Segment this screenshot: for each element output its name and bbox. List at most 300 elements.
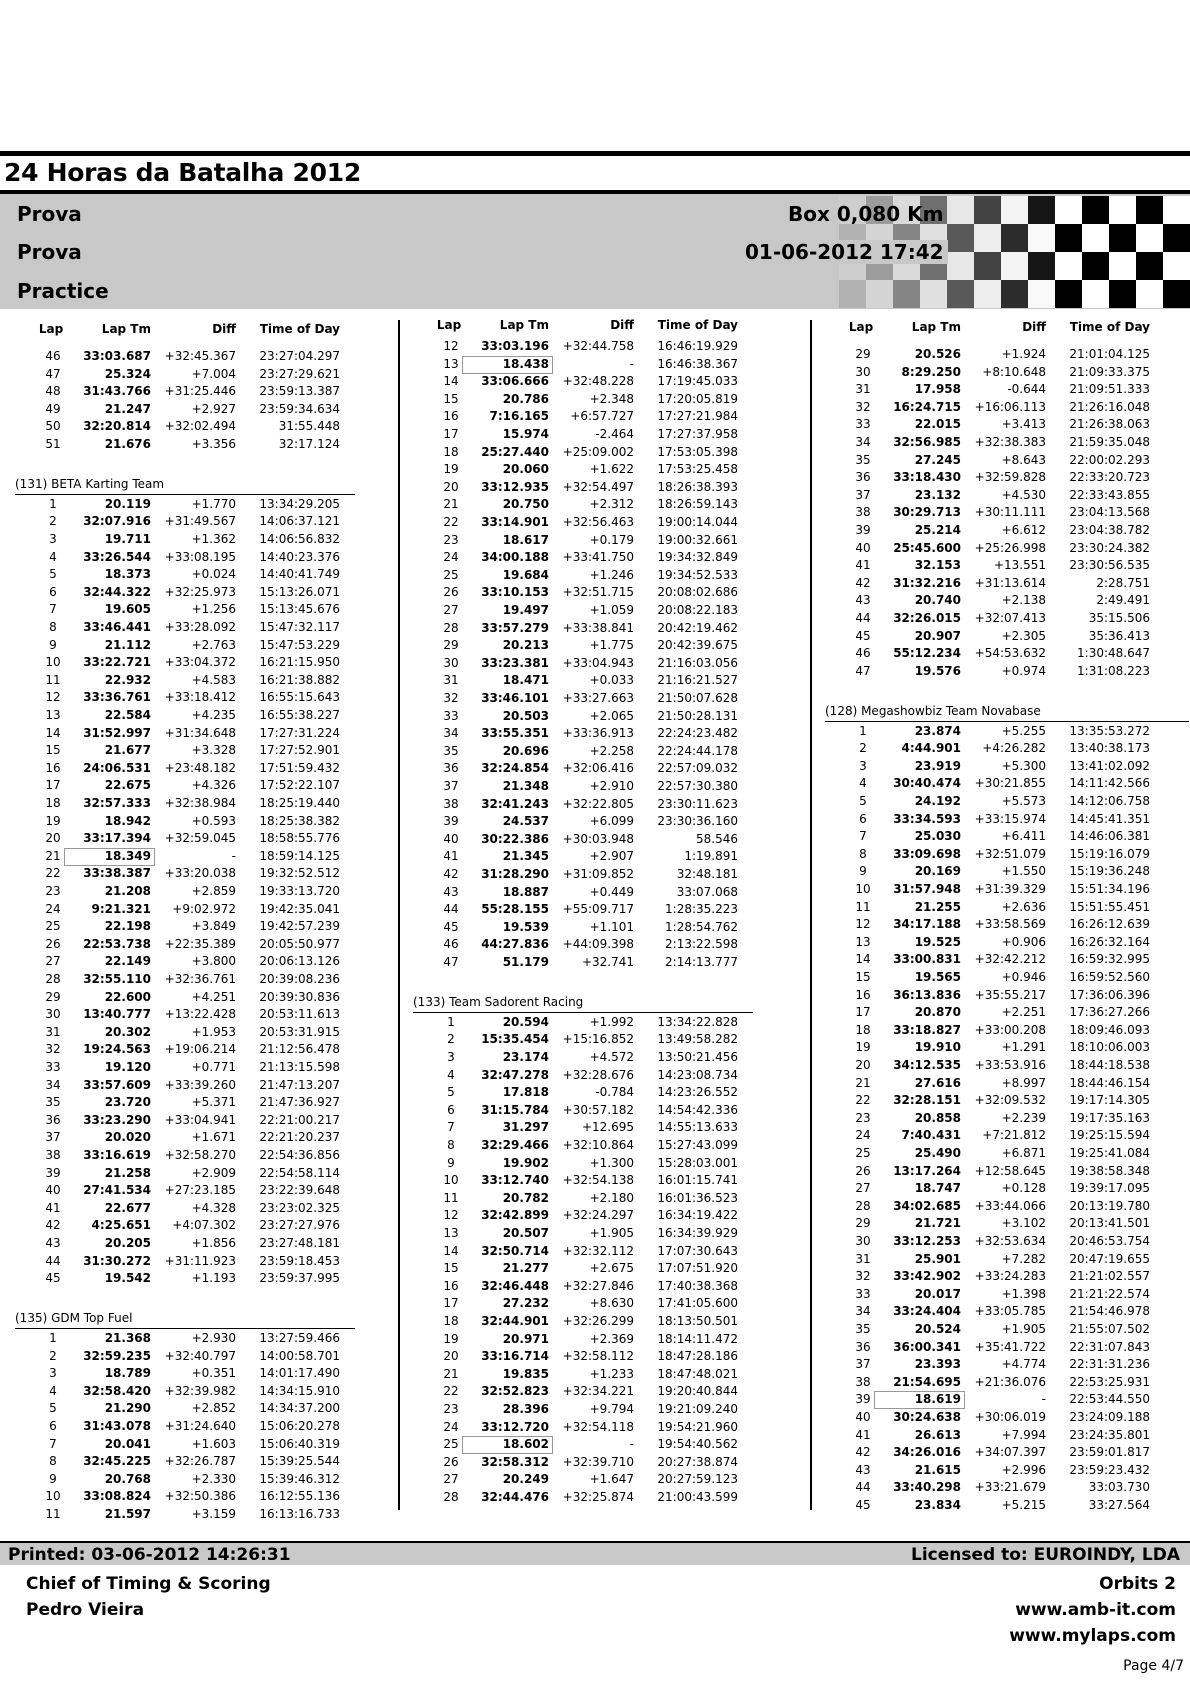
- lap-time: 31:52.997: [83, 725, 151, 740]
- lap-time: 33:12.720: [481, 1419, 549, 1434]
- time-of-day: 17:51:59.432: [259, 760, 340, 775]
- time-of-day: 19:17:35.163: [1069, 1110, 1150, 1125]
- lap-time: 33:38.387: [83, 866, 151, 881]
- lap-diff: +32:54.138: [562, 1173, 634, 1188]
- lap-diff: +13.551: [993, 558, 1046, 573]
- lap-time: 33:57.609: [83, 1077, 151, 1092]
- lap-number: 48: [45, 384, 61, 399]
- lap-diff: +1.770: [191, 496, 236, 511]
- lap-time: 19.120: [104, 1060, 151, 1075]
- lap-diff: +31:34.648: [164, 725, 236, 740]
- lap-diff: +8.630: [589, 1296, 634, 1311]
- lap-number: 37: [443, 779, 459, 793]
- time-of-day: 20:05:50.977: [259, 936, 340, 951]
- lap-diff: +25:09.002: [562, 444, 634, 459]
- lap-time: 55:28.155: [481, 902, 549, 917]
- time-of-day: 15:47:53.229: [259, 637, 340, 652]
- time-of-day: 14:55:13.633: [657, 1120, 738, 1135]
- lap-diff: +8:10.648: [982, 364, 1046, 379]
- time-of-day: 21:50:28.131: [657, 708, 738, 723]
- lap-diff: +4:07.302: [172, 1218, 236, 1233]
- time-of-day: 17:52:22.107: [259, 778, 340, 793]
- lap-time: 25.324: [104, 366, 151, 381]
- lap-diff: +4.572: [589, 1050, 634, 1065]
- time-of-day: 20:53:31.915: [259, 1024, 340, 1039]
- lap-number: 34: [855, 435, 871, 449]
- lap-diff: +2.312: [589, 497, 634, 512]
- lap-diff: +32:42.212: [974, 952, 1046, 967]
- time-of-day: 17:20:05.819: [657, 391, 738, 406]
- lap-number: 16: [855, 987, 871, 1002]
- time-of-day: 15:39:25.544: [259, 1454, 340, 1469]
- time-of-day: 22:00:02.293: [1069, 452, 1150, 467]
- lap-time: 23.919: [914, 758, 961, 773]
- lap-time: 18.438: [502, 356, 549, 371]
- lap-diff: +1.856: [191, 1236, 236, 1251]
- lap-diff: +2.065: [589, 708, 634, 723]
- lap-number: 27: [443, 603, 459, 617]
- time-of-day: 22:24:44.178: [657, 743, 738, 758]
- lap-time: 20.507: [502, 1226, 549, 1241]
- lap-diff: +1.953: [191, 1024, 236, 1039]
- lap-diff: +33:04.943: [562, 655, 634, 670]
- lap-time: 9:21.321: [91, 901, 151, 916]
- chief-title: Chief of Timing & Scoring: [26, 1574, 271, 1594]
- lap-number: 50: [45, 419, 61, 434]
- time-of-day: 23:24:09.188: [1069, 1410, 1150, 1425]
- lap-number: 2: [49, 1348, 57, 1363]
- lap-time: 32:45.225: [83, 1454, 151, 1469]
- lap-number: 33: [443, 708, 459, 723]
- lap-time: 32:47.278: [481, 1067, 549, 1082]
- lap-number: 41: [855, 558, 871, 573]
- time-of-day: 23:04:38.782: [1069, 523, 1150, 537]
- time-of-day: 17:27:52.901: [259, 743, 340, 758]
- column-header-time-of_day: Time of Day: [1069, 320, 1150, 334]
- lap-time: 21.676: [104, 437, 151, 451]
- lap-diff: -0.784: [595, 1085, 634, 1100]
- time-of-day: 21:01:04.125: [1069, 347, 1150, 361]
- lap-number: 14: [855, 952, 871, 967]
- lap-diff: +30:57.182: [562, 1102, 634, 1117]
- lap-diff: +2.859: [191, 884, 236, 899]
- lap-number: 1: [859, 723, 867, 738]
- lap-diff: +8.643: [1001, 452, 1046, 467]
- lap-number: 20: [443, 1349, 459, 1364]
- time-of-day: 23:30:56.535: [1069, 558, 1150, 573]
- lap-time: 22.584: [104, 708, 151, 723]
- lap-time: 21.247: [104, 401, 151, 416]
- time-of-day: 13:50:21.456: [657, 1050, 738, 1065]
- lap-diff: +7.282: [1001, 1251, 1046, 1266]
- lap-number: 35: [855, 452, 871, 467]
- lap-number: 32: [45, 1042, 61, 1057]
- lap-diff: +31:11.923: [164, 1253, 236, 1268]
- lap-diff: +32:07.413: [974, 611, 1046, 625]
- time-of-day: 16:55:15.643: [259, 690, 340, 705]
- lap-time: 32:44.322: [83, 584, 151, 599]
- time-of-day: 20:42:19.462: [657, 620, 738, 635]
- system-name: Orbits 2: [1099, 1574, 1176, 1594]
- lap-time: 21.721: [914, 1216, 961, 1231]
- time-of-day: 23:30:24.382: [1069, 540, 1150, 555]
- lap-diff: +5.300: [1001, 758, 1046, 773]
- time-of-day: 15:06:20.278: [259, 1419, 340, 1434]
- time-of-day: 22:54:36.856: [259, 1148, 340, 1163]
- lap-diff: +33:28.092: [164, 620, 236, 635]
- time-of-day: 21:47:13.207: [259, 1077, 340, 1092]
- lap-number: 1: [447, 1014, 455, 1029]
- time-of-day: 2:13:22.598: [665, 937, 738, 952]
- lap-diff: +15:16.852: [562, 1032, 634, 1047]
- lap-number: 5: [859, 794, 867, 809]
- time-of-day: 21:47:36.927: [259, 1095, 340, 1110]
- lap-diff: +0.593: [191, 813, 236, 828]
- lap-diff: +32:06.416: [562, 761, 634, 776]
- lap-number: 24: [443, 550, 459, 565]
- time-of-day: 18:47:28.186: [657, 1349, 738, 1364]
- lap-time: 32:29.466: [481, 1138, 549, 1153]
- lap-number: 2: [49, 514, 57, 529]
- lap-number: 27: [45, 954, 61, 969]
- lap-diff: +3.800: [191, 954, 236, 969]
- lap-number: 35: [443, 743, 459, 758]
- lap-time: 19.835: [502, 1366, 549, 1381]
- time-of-day: 14:34:15.910: [259, 1383, 340, 1398]
- lap-time: 32:24.854: [481, 761, 549, 776]
- page-number: Page 4/7: [1123, 1658, 1184, 1674]
- lap-number: 47: [45, 366, 61, 381]
- lap-diff: +32:45.367: [164, 349, 236, 363]
- lap-diff: +32:38.984: [164, 796, 236, 811]
- lap-number: 46: [443, 937, 459, 952]
- time-of-day: 18:44:18.538: [1069, 1058, 1150, 1073]
- lap-time: 18.747: [914, 1181, 961, 1196]
- lap-time: 36:13.836: [893, 987, 961, 1002]
- time-of-day: 19:17:14.305: [1069, 1093, 1150, 1108]
- lap-time: 24.192: [914, 794, 961, 809]
- lap-time: 21.368: [104, 1331, 151, 1346]
- lap-number: 5: [447, 1085, 455, 1100]
- lap-number: 44: [443, 902, 459, 917]
- lap-number: 22: [443, 515, 459, 529]
- lap-time: 30:29.713: [893, 505, 961, 520]
- lap-time: 33:55.351: [481, 726, 549, 741]
- lap-diff: +0.946: [1001, 970, 1046, 985]
- lap-time: 20.786: [502, 391, 549, 406]
- lap-diff: +1.101: [589, 919, 634, 934]
- lap-time: 33:14.901: [481, 515, 549, 529]
- time-of-day: 16:59:52.560: [1069, 970, 1150, 985]
- lap-number: 43: [855, 1462, 871, 1477]
- lap-diff: +33:04.941: [164, 1112, 236, 1127]
- lap-number: 26: [443, 1454, 459, 1469]
- lap-diff: +32:26.299: [562, 1314, 634, 1329]
- lap-time: 32.153: [914, 558, 961, 573]
- lap-diff: +6.612: [1001, 523, 1046, 537]
- time-of-day: 22:33:43.855: [1069, 487, 1150, 502]
- lap-number: 28: [45, 972, 61, 987]
- lap-time: 7:16.165: [489, 409, 549, 424]
- lap-time: 18.471: [502, 673, 549, 688]
- lap-time: 21.258: [104, 1165, 151, 1180]
- lap-time: 19.497: [502, 603, 549, 617]
- time-of-day: 20:13:41.501: [1069, 1216, 1150, 1231]
- lap-diff: +32:50.386: [164, 1489, 236, 1504]
- lap-number: 37: [45, 1130, 61, 1145]
- lap-diff: +2.138: [1001, 593, 1046, 608]
- time-of-day: 13:49:58.282: [657, 1032, 738, 1047]
- lap-diff: +54:53.632: [974, 646, 1046, 661]
- time-of-day: 22:57:30.380: [657, 779, 738, 793]
- lap-number: 47: [443, 955, 459, 969]
- lap-number: 8: [859, 846, 867, 861]
- lap-time: 19:24.563: [83, 1042, 151, 1057]
- lap-number: 37: [855, 487, 871, 502]
- lap-diff: -2.464: [595, 427, 634, 441]
- lap-time: 31.297: [502, 1120, 549, 1135]
- lap-diff: +3.328: [191, 743, 236, 758]
- lap-diff: -: [231, 848, 236, 863]
- lap-time: 33:23.381: [481, 655, 549, 670]
- lap-number: 18: [443, 444, 459, 459]
- lap-diff: +5.255: [1001, 723, 1046, 738]
- lap-time: 20.750: [502, 497, 549, 512]
- lap-number: 20: [45, 831, 61, 846]
- time-of-day: 23:23:02.325: [259, 1200, 340, 1215]
- time-of-day: 20:42:39.675: [657, 638, 738, 653]
- lap-diff: +6:57.727: [570, 409, 634, 424]
- lap-diff: +1.246: [589, 567, 634, 582]
- lap-number: 41: [443, 849, 459, 864]
- lap-number: 38: [855, 505, 871, 520]
- lap-number: 15: [443, 1261, 459, 1276]
- time-of-day: 1:19.891: [684, 849, 738, 864]
- lap-time: 20.971: [502, 1331, 549, 1346]
- lap-time: 33:09.698: [893, 846, 961, 861]
- event-title: 24 Horas da Batalha 2012: [4, 158, 361, 187]
- team-underline: [413, 1012, 753, 1013]
- lap-time: 20.696: [502, 743, 549, 758]
- lap-number: 27: [443, 1472, 459, 1487]
- time-of-day: 15:19:16.079: [1069, 846, 1150, 861]
- lap-diff: +32:27.846: [562, 1278, 634, 1293]
- lap-diff: +1.671: [191, 1130, 236, 1145]
- lap-time: 18.617: [502, 532, 549, 547]
- lap-diff: +33:39.260: [164, 1077, 236, 1092]
- lap-time: 18.887: [502, 884, 549, 899]
- time-of-day: 21:16:03.056: [657, 655, 738, 670]
- time-of-day: 15:28:03.001: [657, 1155, 738, 1170]
- lap-diff: +0.974: [1001, 663, 1046, 678]
- lap-time: 33:42.902: [893, 1269, 961, 1284]
- lap-number: 47: [855, 663, 871, 678]
- lap-time: 21.615: [914, 1462, 961, 1477]
- lap-diff: +3.356: [191, 437, 236, 451]
- lap-diff: +32:22.805: [562, 796, 634, 811]
- time-of-day: 18:14:11.472: [657, 1331, 738, 1346]
- printed-date: Printed: 03-06-2012 14:26:31: [8, 1545, 291, 1565]
- time-of-day: 17:07:51.920: [657, 1261, 738, 1276]
- lap-number: 16: [45, 760, 61, 775]
- time-of-day: 16:01:36.523: [657, 1190, 738, 1205]
- time-of-day: 14:40:23.376: [259, 549, 340, 564]
- lap-number: 19: [443, 1331, 459, 1346]
- lap-time: 32:58.312: [481, 1454, 549, 1469]
- lap-time: 32:57.333: [83, 796, 151, 811]
- lap-time: 26.613: [914, 1427, 961, 1442]
- lap-number: 13: [443, 356, 459, 371]
- time-of-day: 18:09:46.093: [1069, 1022, 1150, 1037]
- lap-diff: +2.369: [589, 1331, 634, 1346]
- time-of-day: 15:39:46.312: [259, 1471, 340, 1486]
- lap-time: 22.015: [914, 417, 961, 432]
- time-of-day: 32:17.124: [278, 437, 340, 451]
- lap-time: 18.373: [104, 567, 151, 582]
- time-of-day: 20:46:53.754: [1069, 1234, 1150, 1249]
- time-of-day: 21:54:46.978: [1069, 1304, 1150, 1319]
- lap-number: 30: [855, 364, 871, 379]
- time-of-day: 19:25:41.084: [1069, 1146, 1150, 1161]
- lap-number: 24: [45, 901, 61, 916]
- lap-diff: +3.102: [1001, 1216, 1046, 1231]
- time-of-day: 58.546: [696, 831, 738, 846]
- lap-diff: +1.291: [1001, 1040, 1046, 1055]
- lap-diff: +33:05.785: [974, 1304, 1046, 1319]
- lap-number: 39: [855, 523, 871, 537]
- lap-diff: +1.256: [191, 602, 236, 617]
- lap-time: 34:02.685: [893, 1198, 961, 1213]
- time-of-day: 19:54:21.960: [657, 1419, 738, 1434]
- team-name: (135) GDM Top Fuel: [15, 1311, 133, 1326]
- lap-time: 23.834: [914, 1498, 961, 1513]
- time-of-day: 15:13:45.676: [259, 602, 340, 617]
- lap-diff: +25:26.998: [974, 540, 1046, 555]
- lap-time: 27.245: [914, 452, 961, 467]
- lap-time: 33:10.153: [481, 585, 549, 600]
- lap-number: 13: [855, 934, 871, 949]
- lap-time: 34:26.016: [893, 1445, 961, 1460]
- lap-number: 41: [45, 1200, 61, 1215]
- track-length: Box 0,080 Km: [788, 202, 944, 226]
- lap-diff: +32:09.532: [974, 1093, 1046, 1108]
- lap-diff: +19:06.214: [164, 1042, 236, 1057]
- lap-time: 16:24.715: [893, 399, 961, 414]
- lap-number: 42: [855, 575, 871, 590]
- lap-number: 26: [443, 585, 459, 600]
- lap-diff: +12:58.645: [974, 1163, 1046, 1178]
- lap-number: 19: [45, 813, 61, 828]
- time-of-day: 19:00:14.044: [657, 515, 738, 529]
- lap-number: 33: [855, 417, 871, 432]
- lap-number: 10: [45, 655, 61, 670]
- lap-time: 30:22.386: [481, 831, 549, 846]
- column-header-lap-tm: Lap Tm: [499, 318, 549, 332]
- lap-number: 43: [443, 884, 459, 899]
- time-of-day: 16:12:55.136: [259, 1489, 340, 1504]
- lap-number: 41: [855, 1427, 871, 1442]
- lap-time: 33:26.544: [83, 549, 151, 564]
- lap-time: 15.974: [502, 427, 549, 441]
- time-of-day: 14:01:17.490: [259, 1366, 340, 1381]
- lap-diff: +33:18.412: [164, 690, 236, 705]
- time-of-day: 14:23:26.552: [657, 1085, 738, 1100]
- lap-diff: +32:38.383: [974, 435, 1046, 449]
- time-of-day: 20:27:38.874: [657, 1454, 738, 1469]
- lap-diff: +32:54.497: [562, 479, 634, 494]
- lap-number: 30: [45, 1007, 61, 1022]
- lap-time: 33:18.827: [893, 1022, 961, 1037]
- time-of-day: 18:10:06.003: [1069, 1040, 1150, 1055]
- lap-diff: +0.906: [1001, 934, 1046, 949]
- lap-diff: +32:44.758: [562, 339, 634, 353]
- lap-diff: +4.530: [1001, 487, 1046, 502]
- lap-number: 44: [45, 1253, 61, 1268]
- lap-number: 11: [443, 1190, 459, 1205]
- lap-number: 33: [45, 1060, 61, 1075]
- time-of-day: 23:24:35.801: [1069, 1427, 1150, 1442]
- lap-number: 24: [855, 1128, 871, 1143]
- lap-diff: +32:10.864: [562, 1138, 634, 1153]
- lap-number: 34: [855, 1304, 871, 1319]
- lap-diff: +33:53.916: [974, 1058, 1046, 1073]
- lap-diff: +1.362: [191, 532, 236, 547]
- lap-number: 6: [49, 584, 57, 599]
- lap-diff: +31:24.640: [164, 1419, 236, 1434]
- lap-number: 3: [49, 1366, 57, 1381]
- lap-time: 19.542: [104, 1271, 151, 1286]
- team-name: (131) BETA Karting Team: [15, 477, 165, 492]
- lap-time: 31:43.078: [83, 1419, 151, 1434]
- lap-time: 21:54.695: [893, 1374, 961, 1389]
- header-line-2: Prova: [17, 240, 82, 264]
- lap-number: 14: [45, 725, 61, 740]
- lap-diff: +4:26.282: [982, 741, 1046, 756]
- time-of-day: 23:59:01.817: [1069, 1445, 1150, 1460]
- lap-time: 32:28.151: [893, 1093, 961, 1108]
- lap-diff: +32:34.221: [562, 1384, 634, 1399]
- lap-time: 21.348: [502, 779, 549, 793]
- lap-diff: +32:54.118: [562, 1419, 634, 1434]
- lap-number: 7: [859, 829, 867, 844]
- time-of-day: 19:21:09.240: [657, 1402, 738, 1417]
- lap-number: 6: [447, 1102, 455, 1117]
- lap-time: 19.711: [104, 532, 151, 547]
- time-of-day: 14:45:41.351: [1069, 811, 1150, 826]
- lap-diff: +33:44.066: [974, 1198, 1046, 1213]
- lap-diff: +34:07.397: [974, 1445, 1046, 1460]
- team-underline: [15, 494, 355, 495]
- lap-diff: +1.992: [589, 1014, 634, 1029]
- lap-diff: +44:09.398: [562, 937, 634, 952]
- time-of-day: 18:47:48.021: [657, 1366, 738, 1381]
- lap-number: 15: [45, 743, 61, 758]
- header-line-1: Prova: [17, 202, 82, 226]
- lap-time: 51.179: [502, 955, 549, 969]
- lap-diff: +0.024: [191, 567, 236, 582]
- time-of-day: 14:06:56.832: [259, 532, 340, 547]
- lap-number: 42: [443, 867, 459, 881]
- lap-time: 28.396: [502, 1402, 549, 1417]
- lap-number: 26: [855, 1163, 871, 1178]
- time-of-day: 14:06:37.121: [259, 514, 340, 529]
- lap-time: 21.208: [104, 884, 151, 899]
- time-of-day: 21:21:22.574: [1069, 1286, 1150, 1301]
- column-header-diff: Diff: [610, 318, 634, 332]
- lap-diff: +4.774: [1001, 1357, 1046, 1372]
- lap-diff: +6.411: [1001, 829, 1046, 844]
- lap-diff: +1.647: [589, 1472, 634, 1487]
